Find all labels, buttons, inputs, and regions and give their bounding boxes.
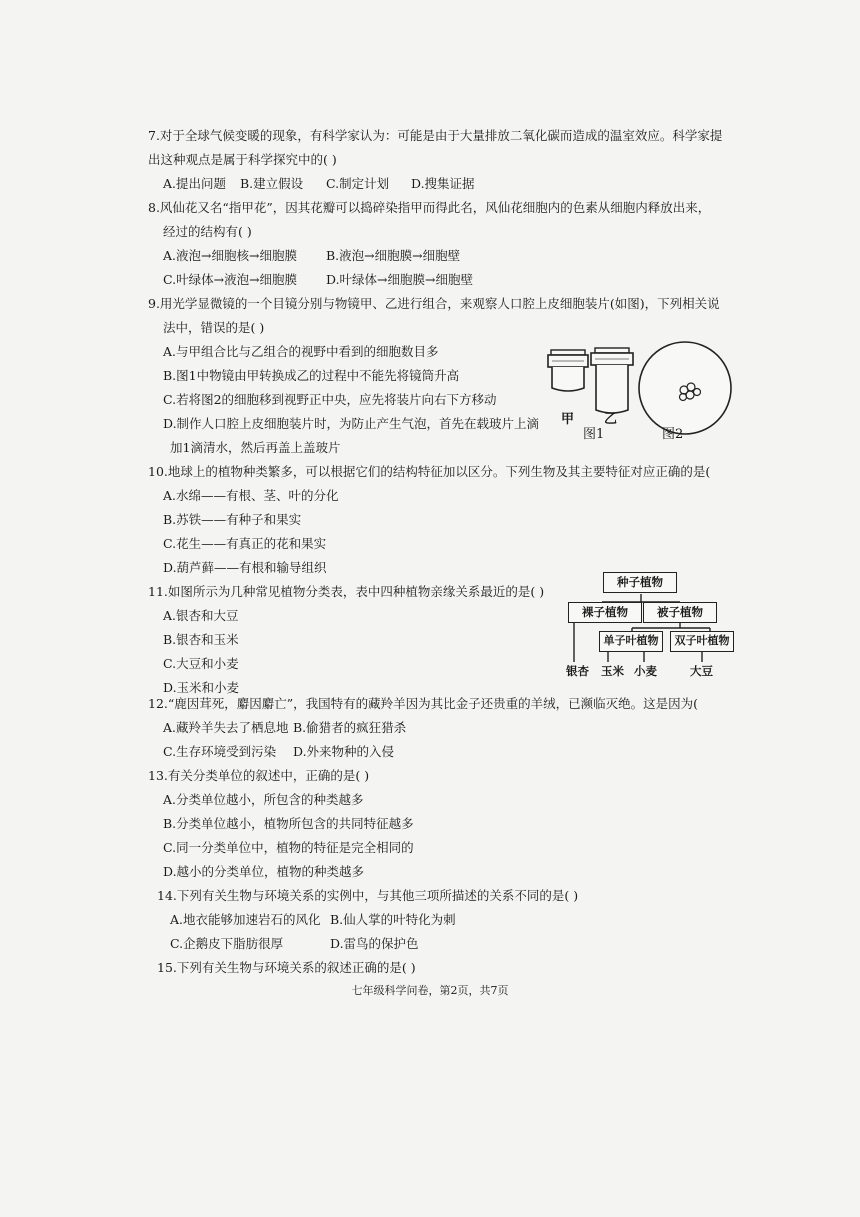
q11-option-d: D.玉米和小麦	[163, 680, 240, 695]
objective-yi-icon	[591, 348, 633, 413]
q8-option-c: C.叶绿体→液泡→细胞膜	[163, 272, 298, 287]
label-jia: 甲	[561, 412, 575, 427]
q13-stem: 13.有关分类单位的叙述中，正确的是( )	[148, 768, 370, 783]
q7-option-d: D.搜集证据	[411, 176, 475, 191]
q14-option-a: A.地衣能够加速岩石的风化	[170, 912, 321, 927]
q15-stem: 15.下列有关生物与环境关系的叙述正确的是( )	[157, 960, 416, 975]
label-fig2: 图2	[662, 427, 684, 442]
tree-node-dicots: 双子叶植物	[670, 631, 734, 652]
q13-option-c: C.同一分类单位中，植物的特征是完全相同的	[163, 840, 414, 855]
tree-leaf-wheat: 小麦	[634, 664, 657, 678]
q12-option-c: C.生存环境受到污染	[163, 744, 277, 759]
q12-option-a: A.藏羚羊失去了栖息地	[163, 720, 289, 735]
q9-option-d: D.制作人口腔上皮细胞装片时，为防止产生气泡，首先在载玻片上滴	[163, 416, 540, 431]
q9-option-c: C.若将图2的细胞移到视野正中央，应先将装片向右下方移动	[163, 392, 497, 407]
q13-option-a: A.分类单位越小，所包含的种类越多	[163, 792, 364, 807]
field-of-view-icon	[639, 342, 731, 434]
tree-node-angiosperms: 被子植物	[643, 602, 717, 623]
q7-option-b: B.建立假设	[240, 176, 304, 191]
q9-option-a: A.与甲组合比与乙组合的视野中看到的细胞数目多	[163, 344, 439, 359]
q7-stem-line1: 7.对于全球气候变暖的现象，有科学家认为：可能是由于大量排放二氧化碳而造成的温室效应。科学家提	[148, 128, 723, 143]
microscope-diagram	[540, 340, 740, 445]
q11-option-b: B.银杏和玉米	[163, 632, 239, 647]
microscope-figure	[540, 340, 740, 445]
tree-leaf-corn: 玉米	[601, 664, 624, 678]
tree-leaf-ginkgo: 银杏	[566, 664, 589, 678]
q11-option-a: A.银杏和大豆	[163, 608, 239, 623]
q7-option-a: A.提出问题	[163, 176, 227, 191]
q11-stem: 11.如图所示为几种常见植物分类表，表中四种植物亲缘关系最近的是( )	[148, 584, 545, 599]
q13-option-d: D.越小的分类单位，植物的种类越多	[163, 864, 365, 879]
q12-option-d: D.外来物种的入侵	[293, 744, 395, 759]
page-footer: 七年级科学问卷，第2页，共7页	[351, 984, 509, 997]
label-fig1: 图1	[583, 427, 605, 442]
q14-option-c: C.企鹅皮下脂肪很厚	[170, 936, 284, 951]
q9-stem-line1: 9.用光学显微镜的一个目镜分别与物镜甲、乙进行组合，来观察人口腔上皮细胞装片(如图)，下列相关说	[148, 296, 720, 311]
tree-node-gymnosperms: 裸子植物	[568, 602, 642, 623]
q14-stem: 14.下列有关生物与环境关系的实例中，与其他三项所描述的关系不同的是( )	[157, 888, 579, 903]
q8-option-a: A.液泡→细胞核→细胞膜	[163, 248, 297, 263]
q7-option-c: C.制定计划	[326, 176, 390, 191]
q10-option-b: B.苏铁——有种子和果实	[163, 512, 302, 527]
q9-option-d-cont: 加1滴清水，然后再盖上盖玻片	[170, 440, 341, 455]
q12-option-b: B.偷猎者的疯狂猎杀	[293, 720, 407, 735]
tree-node-monocots: 单子叶植物	[599, 631, 663, 652]
q8-stem-line1: 8.风仙花又名“指甲花”，因其花瓣可以捣碎染指甲而得此名，风仙花细胞内的色素从细胞内释放出来，	[148, 200, 711, 215]
q14-option-d: D.雷鸟的保护色	[330, 936, 419, 951]
q9-option-b: B.图1中物镜由甲转换成乙的过程中不能先将镜筒升高	[163, 368, 460, 383]
q8-option-b: B.液泡→细胞膜→细胞壁	[326, 248, 461, 263]
q10-option-a: A.水绵——有根、茎、叶的分化	[163, 488, 339, 503]
q10-option-c: C.花生——有真正的花和果实	[163, 536, 327, 551]
q13-option-b: B.分类单位越小，植物所包含的共同特征越多	[163, 816, 414, 831]
q10-stem: 10.地球上的植物种类繁多，可以根据它们的结构特征加以区分。下列生物及其主要特征对应正确的是(	[148, 464, 711, 479]
tree-leaf-soybean: 大豆	[690, 664, 713, 678]
q12-stem: 12.“鹿因茸死，麝因麝亡”，我国特有的藏羚羊因为其比金子还贵重的羊绒，已濒临灭绝。这是因为(	[148, 696, 699, 711]
q11-option-c: C.大豆和小麦	[163, 656, 239, 671]
q8-option-d: D.叶绿体→细胞膜→细胞壁	[326, 272, 473, 287]
q14-option-b: B.仙人掌的叶特化为刺	[330, 912, 456, 927]
label-yi: 乙	[604, 412, 618, 427]
q7-stem-line2: 出这种观点是属于科学探究中的( )	[148, 152, 337, 167]
objective-jia-icon	[548, 350, 588, 391]
tree-node-seed-plants: 种子植物	[603, 572, 677, 593]
q9-stem-line2: 法中，错误的是( )	[163, 320, 265, 335]
q10-option-d: D.葫芦藓——有根和输导组织	[163, 560, 327, 575]
q8-stem-line2: 经过的结构有( )	[163, 224, 252, 239]
